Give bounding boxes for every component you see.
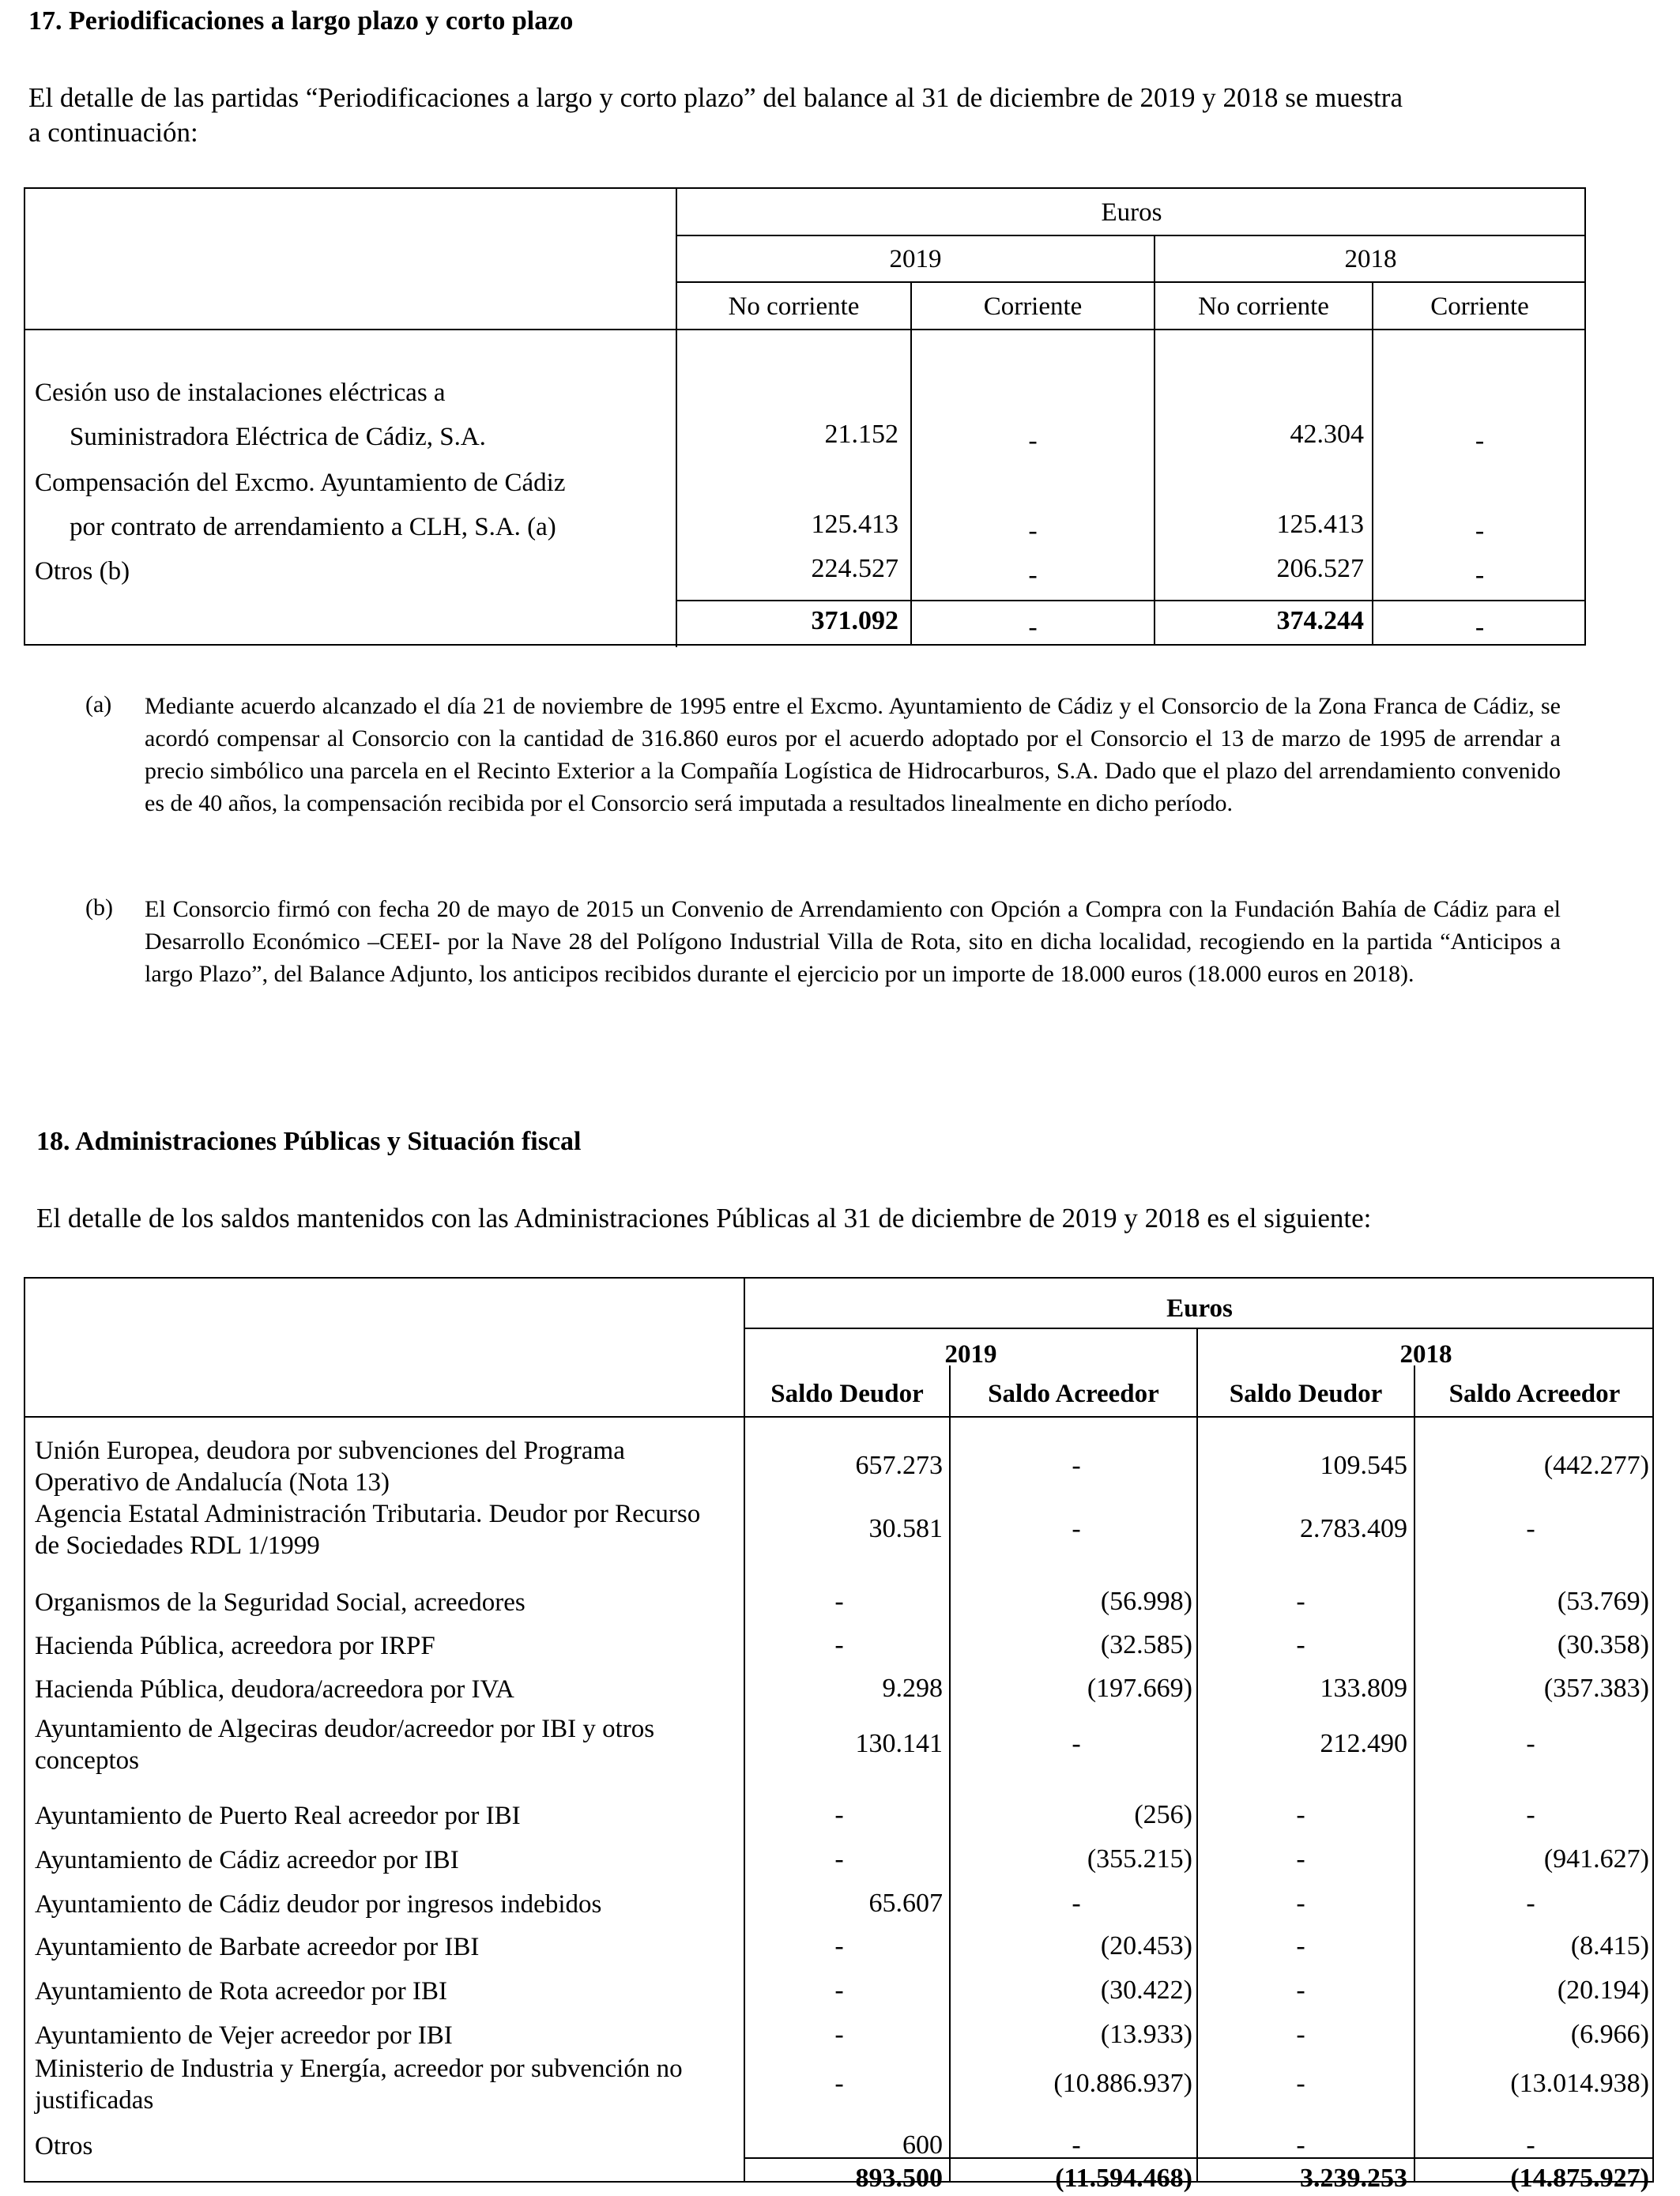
row-label-cont: de Sociedades RDL 1/1999: [35, 1531, 320, 1560]
value-cell: -: [1028, 516, 1038, 545]
row-label: Ayuntamiento de Rota acreedor por IBI: [35, 1977, 448, 2006]
value-cell: -: [1475, 560, 1485, 589]
value-cell: -: [834, 2069, 844, 2098]
header-year-2019: 2019: [944, 1340, 997, 1369]
value-cell: -: [1296, 1844, 1305, 1874]
value-cell: -: [1296, 1889, 1305, 1918]
note-b-mark: (b): [85, 895, 113, 921]
value-cell: 125.413: [1276, 510, 1364, 539]
value-cell: -: [1526, 1800, 1535, 1829]
value-cell: -: [1526, 1514, 1535, 1543]
value-cell: -: [1028, 560, 1038, 589]
row-label: Otros: [35, 2132, 93, 2160]
row-label: Compensación del Excmo. Ayuntamiento de Cádiz: [35, 469, 566, 497]
row-label: Agencia Estatal Administración Tributaria. Deudor por Recurso: [35, 1500, 701, 1528]
section-17-intro-line-1: El detalle de las partidas “Periodificaciones a largo y corto plazo” del balance al 31 de diciembre de 2019 y 2018 se muestra: [28, 82, 1403, 113]
value-cell: -: [1072, 2130, 1081, 2160]
value-cell: 2.783.409: [1300, 1514, 1407, 1543]
value-cell: 30.581: [868, 1514, 943, 1543]
value-cell: (256): [1134, 1800, 1192, 1829]
value-cell: -: [1296, 2020, 1305, 2049]
value-cell: -: [1296, 1800, 1305, 1829]
total-cell: (11.594.468): [1055, 2164, 1192, 2193]
total-cell: (14.875.927): [1510, 2164, 1649, 2193]
value-cell: -: [1296, 1587, 1305, 1616]
row-label: Ayuntamiento de Puerto Real acreedor por IBI: [35, 1802, 521, 1830]
total-cell: 893.500: [855, 2164, 943, 2193]
value-cell: 130.141: [855, 1729, 943, 1758]
value-cell: -: [1072, 1514, 1081, 1543]
value-cell: 9.298: [882, 1674, 943, 1703]
value-cell: (30.358): [1557, 1630, 1649, 1659]
value-cell: (357.383): [1543, 1674, 1649, 1703]
value-cell: -: [1296, 1976, 1305, 2005]
header-no-corriente-2018: No corriente: [1198, 292, 1329, 321]
value-cell: (8.415): [1570, 1931, 1649, 1961]
row-label-cont: justificadas: [35, 2086, 154, 2115]
header-year-2019: 2019: [889, 245, 942, 273]
header-no-corriente-2019: No corriente: [728, 292, 860, 321]
header-year-2018: 2018: [1399, 1340, 1452, 1369]
total-cell: -: [1028, 612, 1038, 642]
row-label: Organismos de la Seguridad Social, acreedores: [35, 1588, 525, 1617]
value-cell: 206.527: [1276, 554, 1364, 583]
value-cell: -: [1526, 1889, 1535, 1918]
note-a-text: Mediante acuerdo alcanzado el día 21 de noviembre de 1995 entre el Excmo. Ayuntamiento de Cádiz y el Consorcio de la Zona Franca de Cádiz, se acordó compensar al Consorcio con la cantidad de 316.860 euros por el acuerdo adoptado por el Consorcio el 13 de marzo de 1995 de arrendar a precio simbólico una parcela en el Recinto Exterior a la Compañía Logística de Hidrocarburos, S.A. Dado que el plazo del arrendamiento convenido es de 40 años, la compensación recibida por el Consorcio será imputada a resultados linealmente en dicho período.: [145, 693, 1561, 816]
value-cell: -: [1072, 1729, 1081, 1758]
value-cell: -: [1296, 1931, 1305, 1961]
value-cell: 65.607: [868, 1889, 943, 1918]
administraciones-table: [24, 1277, 1654, 2193]
value-cell: -: [1028, 426, 1038, 455]
row-label: Ayuntamiento de Barbate acreedor por IBI: [35, 1933, 480, 1961]
row-label: Unión Europea, deudora por subvenciones del Programa: [35, 1437, 625, 1465]
header-corriente-2018: Corriente: [1430, 292, 1529, 321]
value-cell: -: [1072, 1451, 1081, 1480]
section-18-title: 18. Administraciones Públicas y Situación fiscal: [36, 1127, 582, 1156]
value-cell: (20.194): [1557, 1976, 1649, 2005]
value-cell: (30.422): [1100, 1976, 1192, 2005]
value-cell: -: [1296, 2130, 1305, 2160]
row-label: Cesión uso de instalaciones eléctricas a: [35, 379, 446, 407]
header-deudor-2019: Saldo Deudor: [770, 1380, 924, 1408]
total-cell: 3.239.253: [1300, 2164, 1407, 2193]
value-cell: (13.933): [1100, 2020, 1192, 2049]
value-cell: 657.273: [855, 1451, 943, 1480]
value-cell: -: [1296, 2069, 1305, 2098]
value-cell: (56.998): [1100, 1587, 1192, 1616]
value-cell: -: [834, 1976, 844, 2005]
value-cell: -: [1296, 1630, 1305, 1659]
value-cell: 133.809: [1320, 1674, 1407, 1703]
row-label: Ayuntamiento de Algeciras deudor/acreedor por IBI y otros: [35, 1715, 655, 1743]
value-cell: -: [834, 2020, 844, 2049]
row-label: Hacienda Pública, deudora/acreedora por IVA: [35, 1675, 514, 1704]
value-cell: (10.886.937): [1053, 2069, 1192, 2098]
value-cell: (6.966): [1570, 2020, 1649, 2049]
value-cell: -: [834, 1800, 844, 1829]
row-label: Ministerio de Industria y Energía, acreedor por subvención no: [35, 2055, 683, 2083]
value-cell: 600: [902, 2130, 943, 2160]
total-cell: -: [1475, 612, 1485, 642]
row-label: Ayuntamiento de Cádiz deudor por ingresos indebidos: [35, 1890, 602, 1919]
note-b-text: El Consorcio firmó con fecha 20 de mayo de 2015 un Convenio de Arrendamiento con Opción a Compra con la Fundación Bahía de Cádiz para el Desarrollo Económico –CEEI- por la Nave 28 del Polígono Industrial Villa de Rota, sito en dicha localidad, recogiendo en la partida “Anticipos a largo Plazo”, del Balance Adjunto, los anticipos recibidos durante el ejercicio por un importe de 18.000 euros (18.000 euros en 2018).: [145, 896, 1561, 987]
header-currency: Euros: [1101, 198, 1162, 227]
header-corriente-2019: Corriente: [983, 292, 1083, 321]
header-acreedor-2019: Saldo Acreedor: [988, 1380, 1159, 1408]
value-cell: -: [1526, 1729, 1535, 1758]
value-cell: -: [834, 1844, 844, 1874]
total-cell: 371.092: [811, 606, 898, 635]
value-cell: -: [834, 1931, 844, 1961]
header-deudor-2018: Saldo Deudor: [1229, 1380, 1383, 1408]
row-label: Ayuntamiento de Vejer acreedor por IBI: [35, 2021, 453, 2050]
row-label-cont: por contrato de arrendamiento a CLH, S.A. (a): [70, 513, 556, 541]
section-17-title: 17. Periodificaciones a largo plazo y corto plazo: [28, 6, 574, 36]
value-cell: (941.627): [1543, 1844, 1649, 1874]
header-currency: Euros: [1166, 1294, 1233, 1323]
value-cell: -: [1475, 516, 1485, 545]
row-label-cont: conceptos: [35, 1746, 139, 1775]
note-a-mark: (a): [85, 691, 112, 718]
section-18-intro: El detalle de los saldos mantenidos con las Administraciones Públicas al 31 de diciembre de 2019 y 2018 es el siguiente:: [36, 1203, 1372, 1234]
value-cell: -: [834, 1587, 844, 1616]
value-cell: 109.545: [1320, 1451, 1407, 1480]
value-cell: 21.152: [824, 420, 898, 449]
value-cell: (355.215): [1087, 1844, 1192, 1874]
row-label-cont: Suministradora Eléctrica de Cádiz, S.A.: [70, 423, 486, 451]
value-cell: -: [1526, 2130, 1535, 2160]
value-cell: 42.304: [1290, 420, 1364, 449]
periodificaciones-table: [24, 187, 1586, 646]
header-acreedor-2018: Saldo Acreedor: [1448, 1380, 1621, 1408]
value-cell: (442.277): [1543, 1451, 1649, 1480]
section-17-intro-line-2: a continuación:: [28, 117, 198, 148]
value-cell: 125.413: [811, 510, 898, 539]
value-cell: 224.527: [811, 554, 898, 583]
row-label: Hacienda Pública, acreedora por IRPF: [35, 1632, 435, 1660]
value-cell: (53.769): [1557, 1587, 1649, 1616]
value-cell: -: [834, 1630, 844, 1659]
row-label: Otros (b): [35, 557, 130, 586]
row-label-cont: Operativo de Andalucía (Nota 13): [35, 1468, 390, 1497]
row-label: Ayuntamiento de Cádiz acreedor por IBI: [35, 1846, 459, 1874]
value-cell: -: [1475, 426, 1485, 455]
value-cell: 212.490: [1320, 1729, 1407, 1758]
total-cell: 374.244: [1276, 606, 1364, 635]
value-cell: (13.014.938): [1510, 2069, 1649, 2098]
value-cell: (32.585): [1100, 1630, 1192, 1659]
value-cell: (20.453): [1100, 1931, 1192, 1961]
header-year-2018: 2018: [1344, 245, 1397, 273]
value-cell: -: [1072, 1889, 1081, 1918]
value-cell: (197.669): [1087, 1674, 1192, 1703]
